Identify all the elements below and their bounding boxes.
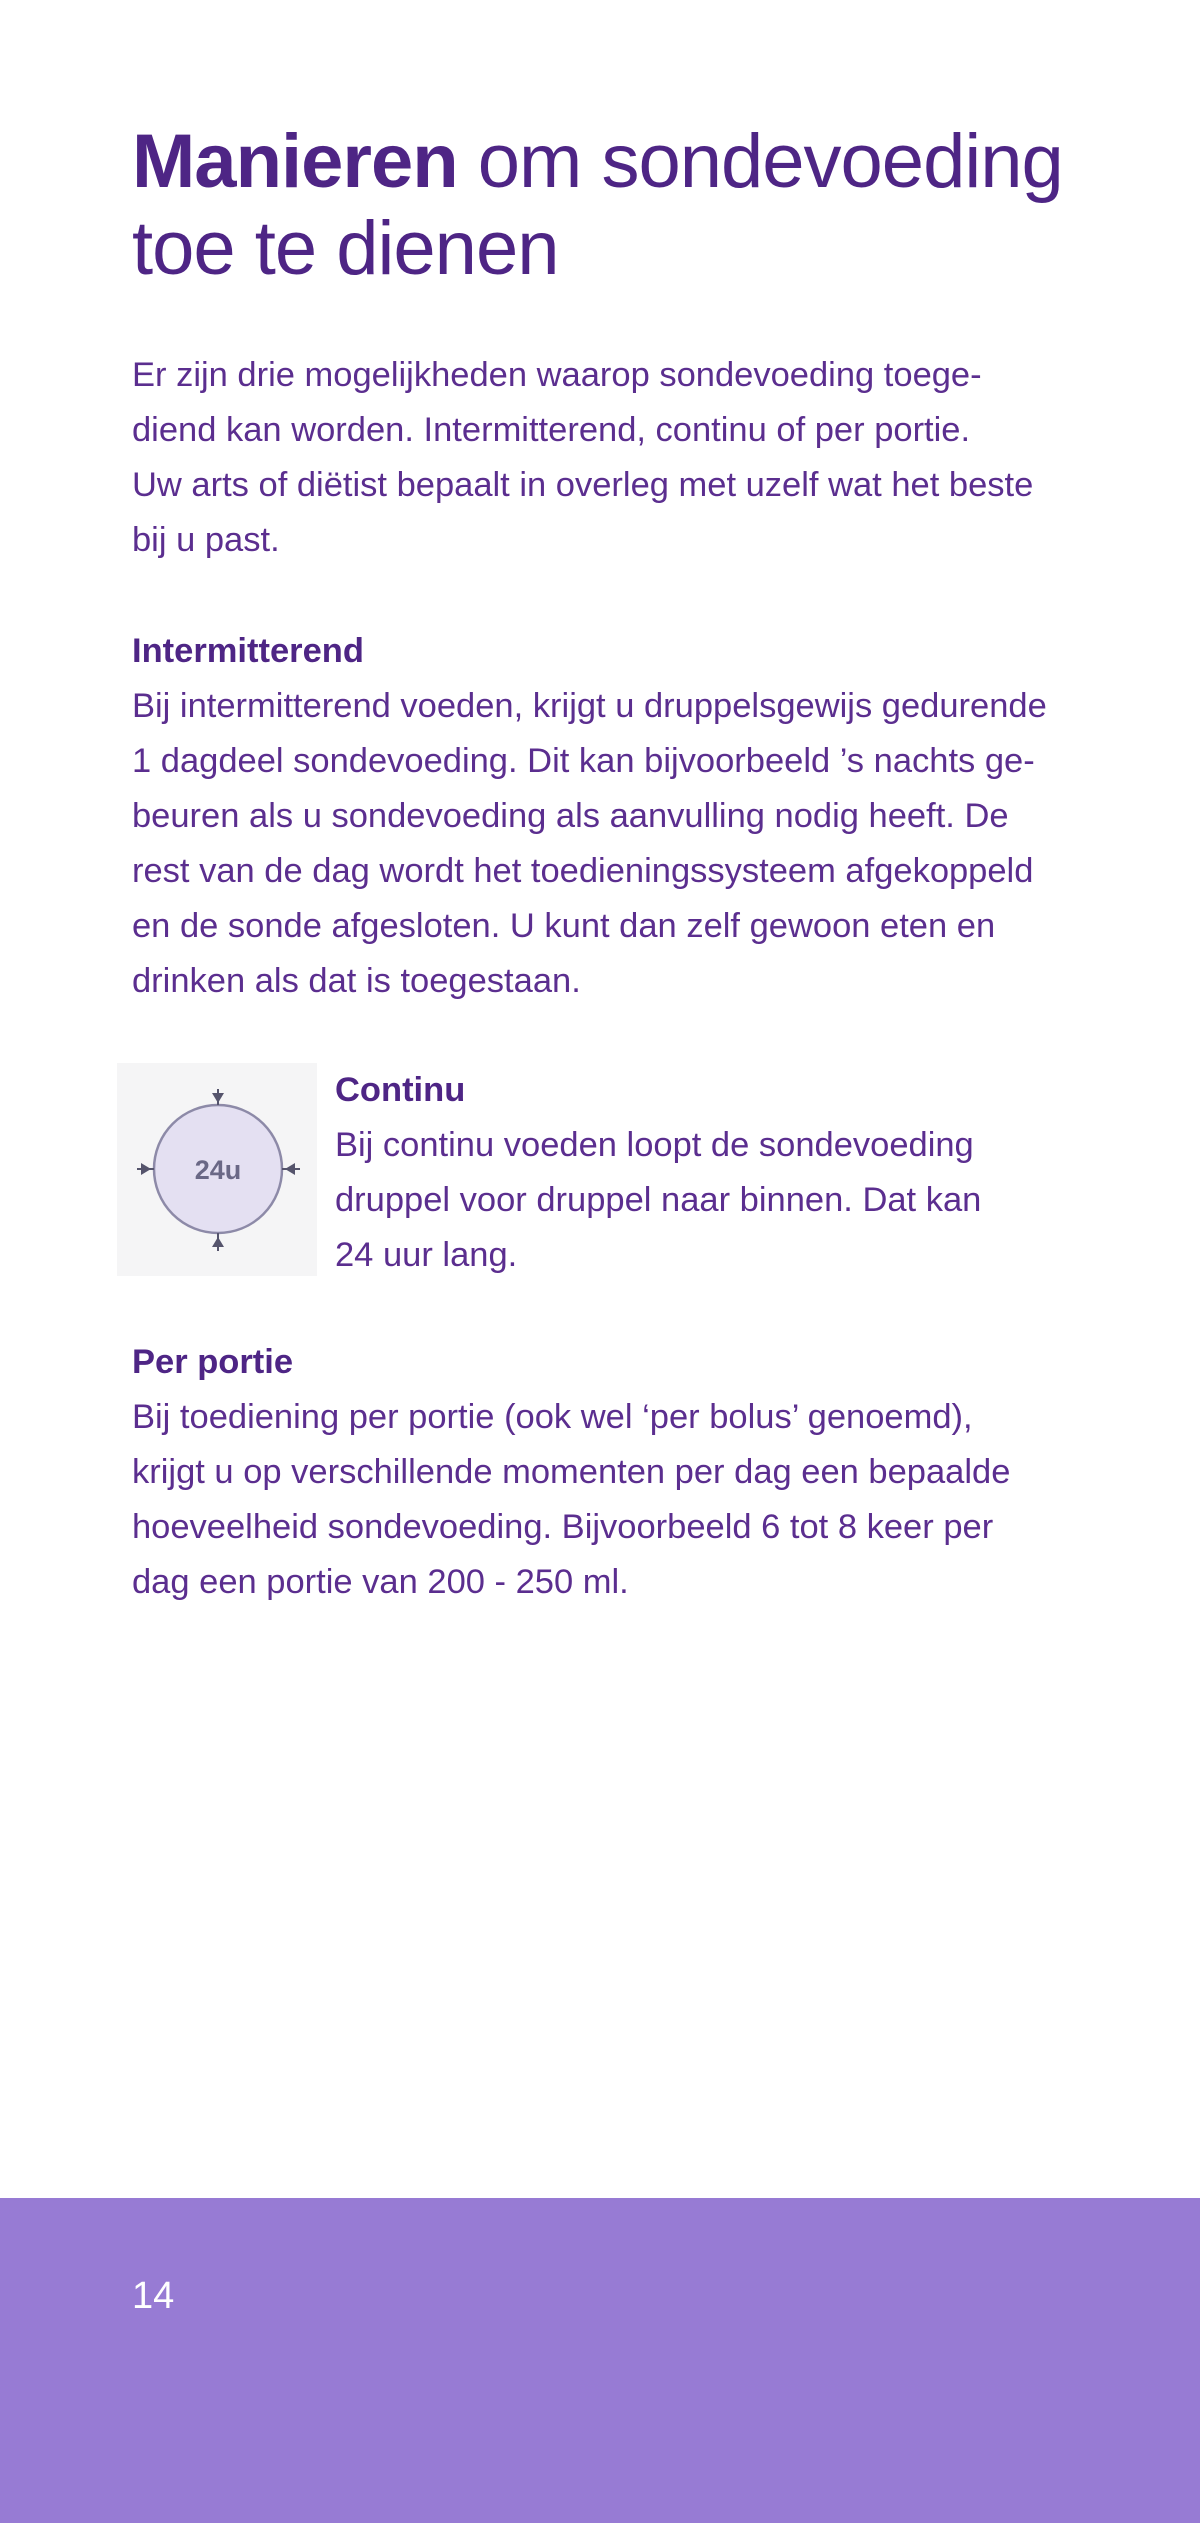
section-line: hoeveelheid sondevoeding. Bijvoorbeeld 6 tot 8 keer per [132, 1508, 994, 1546]
section-line: 24 uur lang. [335, 1236, 518, 1274]
section-line: dag een portie van 200 - 250 ml. [132, 1563, 629, 1601]
intro-line: Er zijn drie mogelijkheden waarop sondevoeding toege- [132, 356, 982, 394]
page-title-bold: Manieren [132, 119, 458, 204]
section-line: Bij toediening per portie (ook wel ‘per bolus’ genoemd), [132, 1398, 973, 1436]
section-line: druppel voor druppel naar binnen. Dat kan [335, 1181, 982, 1219]
page-title [132, 118, 1132, 292]
page-number: 14 [132, 2275, 175, 2317]
section-line: beuren als u sondevoeding als aanvulling nodig heeft. De [132, 797, 1009, 835]
section-heading-continu: Continu [335, 1071, 466, 1109]
section-line: drinken als dat is toegestaan. [132, 962, 581, 1000]
section-per-portie [132, 1335, 1092, 1610]
section-heading-intermitterend: Intermitterend [132, 632, 364, 670]
footer-band [0, 2198, 1200, 2523]
intro-line: Uw arts of diëtist bepaalt in overleg met uzelf wat het beste [132, 466, 1034, 504]
clock-24h-icon [117, 1063, 317, 1276]
page-title-rest-line-1: om sondevoeding [457, 119, 1063, 204]
clock-label: 24u [194, 1155, 242, 1185]
section-continu [335, 1063, 1135, 1283]
intro-paragraph [132, 348, 1092, 568]
section-line: Bij continu voeden loopt de sondevoeding [335, 1126, 974, 1164]
intro-line: bij u past. [132, 521, 280, 559]
section-intermitterend [132, 624, 1092, 1009]
section-line: rest van de dag wordt het toedieningssysteem afgekoppeld [132, 852, 1034, 890]
section-line: Bij intermitterend voeden, krijgt u druppelsgewijs gedurende [132, 687, 1047, 725]
section-heading-per-portie: Per portie [132, 1343, 294, 1381]
section-line: 1 dagdeel sondevoeding. Dit kan bijvoorbeeld ’s nachts ge- [132, 742, 1035, 780]
section-line: krijgt u op verschillende momenten per dag een bepaalde [132, 1453, 1011, 1491]
section-line: en de sonde afgesloten. U kunt dan zelf gewoon eten en [132, 907, 996, 945]
page-title-rest-line-2: toe te dienen [132, 206, 559, 291]
intro-line: diend kan worden. Intermitterend, continu of per portie. [132, 411, 971, 449]
